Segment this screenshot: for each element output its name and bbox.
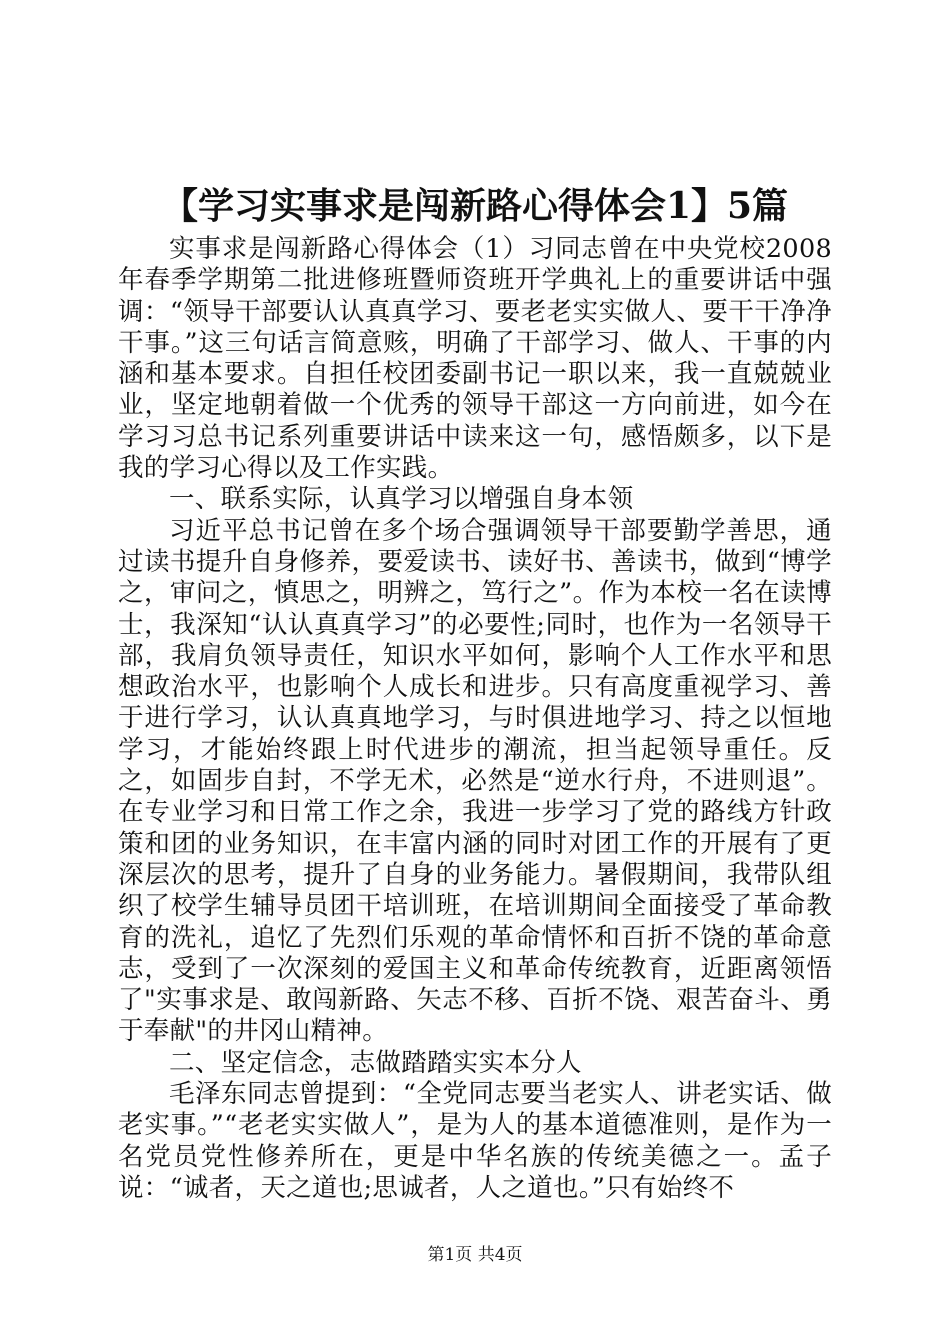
paragraph-intro: 实事求是闯新路心得体会（1）习同志曾在中央党校2008年春季学期第二批进修班暨师资班开学典礼上的重要讲话中强调：“领导干部要认认真真学习、要老老实实做人、要干干净净干事。”这三句话言简意赅，明确了干部学习、做人、干事的内涵和基本要求。自担任校团委副书记一职以来，我一直兢兢业业，坚定地朝着做一个优秀的领导干部这一方向前进，如今在学习习总书记系列重要讲话中读来这一句，感悟颇多，以下是我的学习心得以及工作实践。 xyxy=(118,234,832,484)
paragraph-section-1: 习近平总书记曾在多个场合强调领导干部要勤学善思，通过读书提升自身修养，要爱读书、读好书、善读书，做到“博学之，审问之，慎思之，明辨之，笃行之”。作为本校一名在读博士，我深知“认认真真学习”的必要性;同时，也作为一名领导干部，我肩负领导责任，知识水平如何，影响个人工作水平和思想政治水平，也影响个人成长和进步。只有高度重视学习、善于进行学习，认认真真地学习，与时俱进地学习、持之以恒地学习，才能始终跟上时代进步的潮流，担当起领导重任。反之，如固步自封，不学无术，必然是“逆水行舟，不进则退”。在专业学习和日常工作之余，我进一步学习了党的路线方针政策和团的业务知识，在丰富内涵的同时对团工作的开展有了更深层次的思考，提升了自身的业务能力。暑假期间，我带队组织了校学生辅导员团干培训班，在培训期间全面接受了革命教育的洗礼，追忆了先烈们乐观的革命情怀和百折不饶的革命意志，受到了一次深刻的爱国主义和革命传统教育，近距离领悟了"实事求是、敢闯新路、矢志不移、百折不饶、艰苦奋斗、勇于奉献"的井冈山精神。 xyxy=(118,515,832,1047)
paragraph-section-2: 毛泽东同志曾提到：“全党同志要当老实人、讲老实话、做老实事。”“老老实实做人”，是为人的基本道德准则，是作为一名党员党性修养所在，更是中华名族的传统美德之一。孟子说：“诚者，天之道也;思诚者，人之道也。”只有始终不 xyxy=(118,1079,832,1203)
section-heading-2: 二、坚定信念，志做踏踏实实本分人 xyxy=(169,1047,582,1078)
document-title: 【学习实事求是闯新路心得体会1】5篇 xyxy=(161,185,789,227)
page-footer: 第1页 共4页 xyxy=(427,1245,523,1265)
document-body xyxy=(118,234,832,1204)
section-heading-1: 一、联系实际，认真学习以增强自身本领 xyxy=(169,484,634,515)
